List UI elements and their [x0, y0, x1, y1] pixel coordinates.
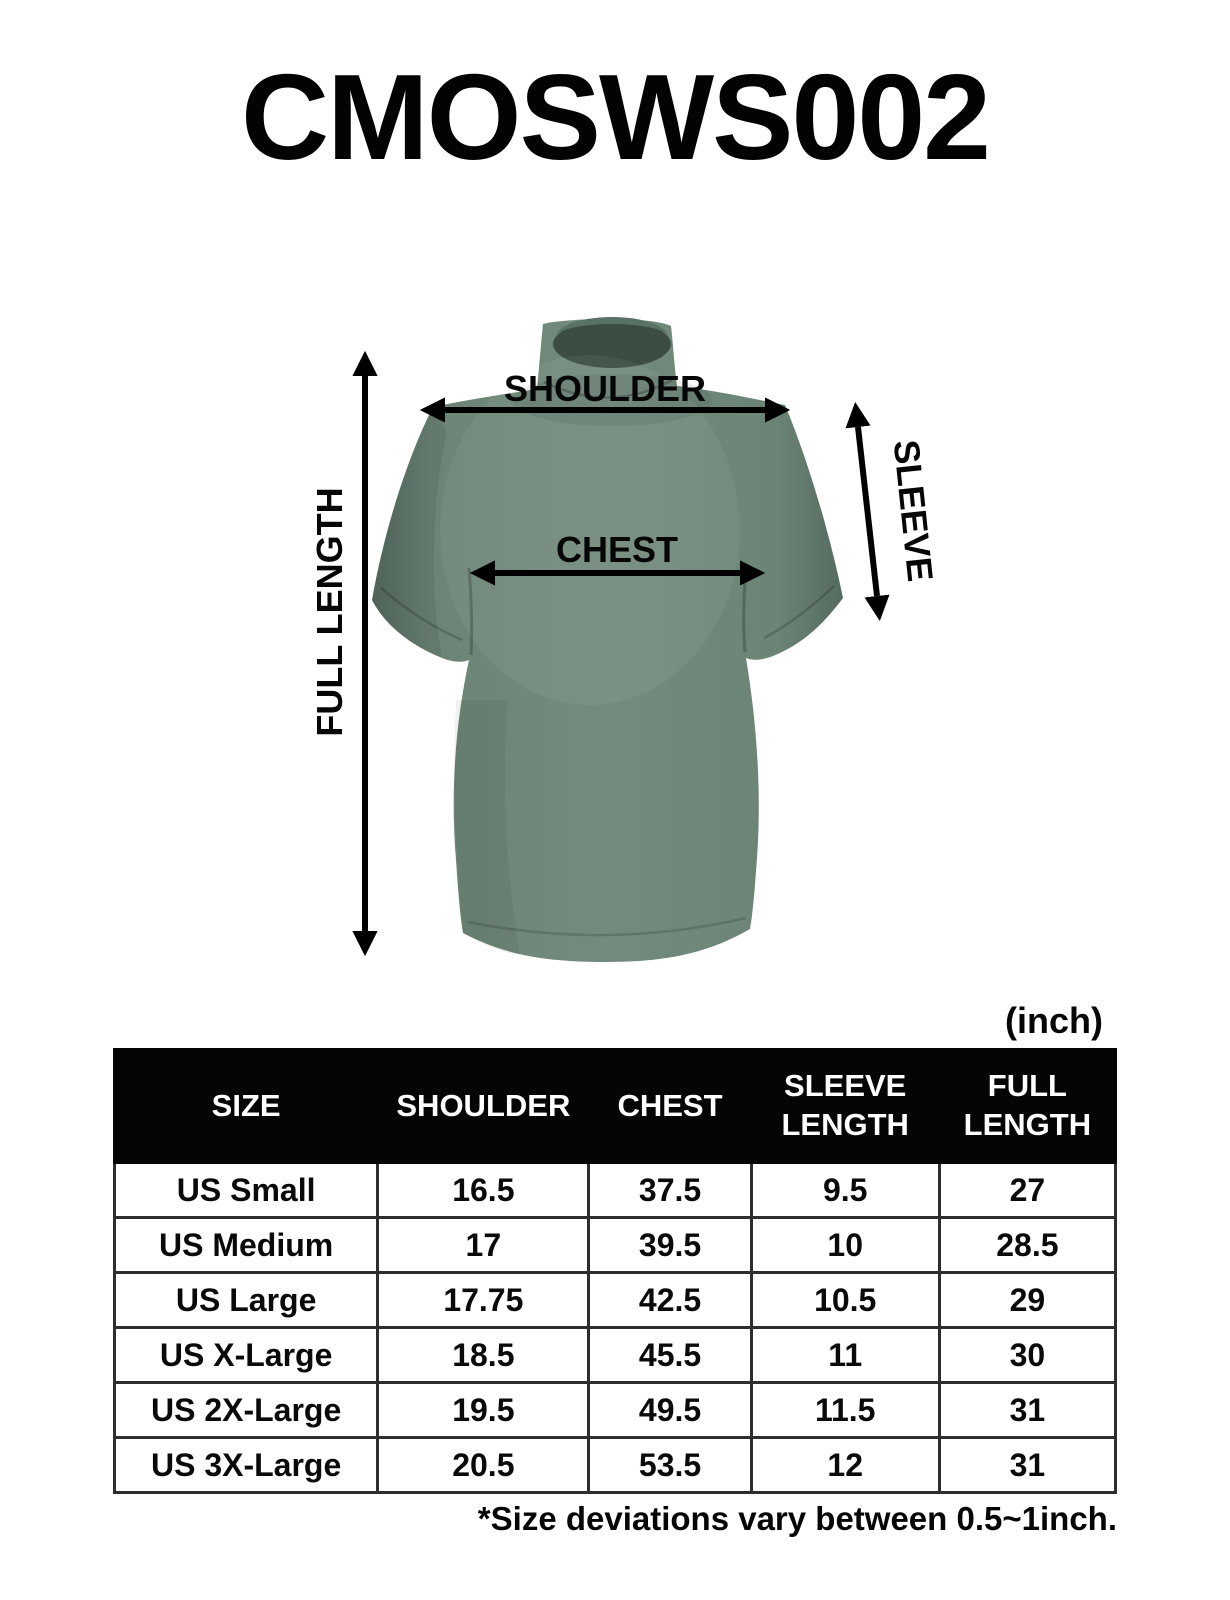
cell-full-length: 28.5	[939, 1218, 1115, 1273]
table-row	[115, 1273, 1116, 1328]
cell-full-length: 31	[939, 1438, 1115, 1493]
cell-chest: 42.5	[589, 1273, 751, 1328]
cell-full-length: 27	[939, 1163, 1115, 1218]
sleeve-arrow	[858, 427, 877, 596]
cell-size: US Medium	[115, 1218, 378, 1273]
cell-size: US Small	[115, 1163, 378, 1218]
chest-label: CHEST	[555, 529, 679, 570]
col-header-size: SIZE	[115, 1050, 378, 1163]
product-code-title: CMOSWS002	[240, 49, 990, 185]
cell-shoulder: 16.5	[378, 1163, 589, 1218]
table-row	[115, 1438, 1116, 1493]
cell-sleeve-length: 9.5	[751, 1163, 939, 1218]
table-row	[115, 1163, 1116, 1218]
cell-full-length: 31	[939, 1383, 1115, 1438]
header-row	[115, 1050, 1116, 1163]
cell-shoulder: 20.5	[378, 1438, 589, 1493]
shoulder-label: SHOULDER	[503, 368, 707, 409]
cell-full-length: 29	[939, 1273, 1115, 1328]
table-row	[115, 1328, 1116, 1383]
cell-shoulder: 18.5	[378, 1328, 589, 1383]
col-header-sleeve-length: SLEEVE LENGTH	[751, 1050, 939, 1163]
cell-sleeve-length: 10	[751, 1218, 939, 1273]
cell-sleeve-length: 12	[751, 1438, 939, 1493]
cell-size: US 3X-Large	[115, 1438, 378, 1493]
cell-sleeve-length: 11.5	[751, 1383, 939, 1438]
col-header-chest: CHEST	[589, 1050, 751, 1163]
shirt-illustration	[372, 317, 843, 962]
cell-chest: 39.5	[589, 1218, 751, 1273]
full-length-label: FULL LENGTH	[309, 487, 350, 737]
cell-chest: 49.5	[589, 1383, 751, 1438]
cell-chest: 45.5	[589, 1328, 751, 1383]
cell-size: US Large	[115, 1273, 378, 1328]
size-deviation-footnote: *Size deviations vary between 0.5~1inch.	[477, 1500, 1117, 1537]
cell-sleeve-length: 10.5	[751, 1273, 939, 1328]
table-row	[115, 1218, 1116, 1273]
size-table	[113, 1048, 1117, 1494]
size-table-body	[115, 1163, 1116, 1493]
col-header-full-length: FULL LENGTH	[939, 1050, 1115, 1163]
col-header-shoulder: SHOULDER	[378, 1050, 589, 1163]
cell-sleeve-length: 11	[751, 1328, 939, 1383]
cell-chest: 53.5	[589, 1438, 751, 1493]
cell-full-length: 30	[939, 1328, 1115, 1383]
size-table-header	[115, 1050, 1116, 1163]
cell-chest: 37.5	[589, 1163, 751, 1218]
cell-size: US X-Large	[115, 1328, 378, 1383]
cell-shoulder: 17	[378, 1218, 589, 1273]
unit-label: (inch)	[1005, 1000, 1103, 1041]
table-row	[115, 1383, 1116, 1438]
cell-shoulder: 19.5	[378, 1383, 589, 1438]
cell-size: US 2X-Large	[115, 1383, 378, 1438]
cell-shoulder: 17.75	[378, 1273, 589, 1328]
sleeve-label: SLEEVE	[885, 437, 942, 584]
